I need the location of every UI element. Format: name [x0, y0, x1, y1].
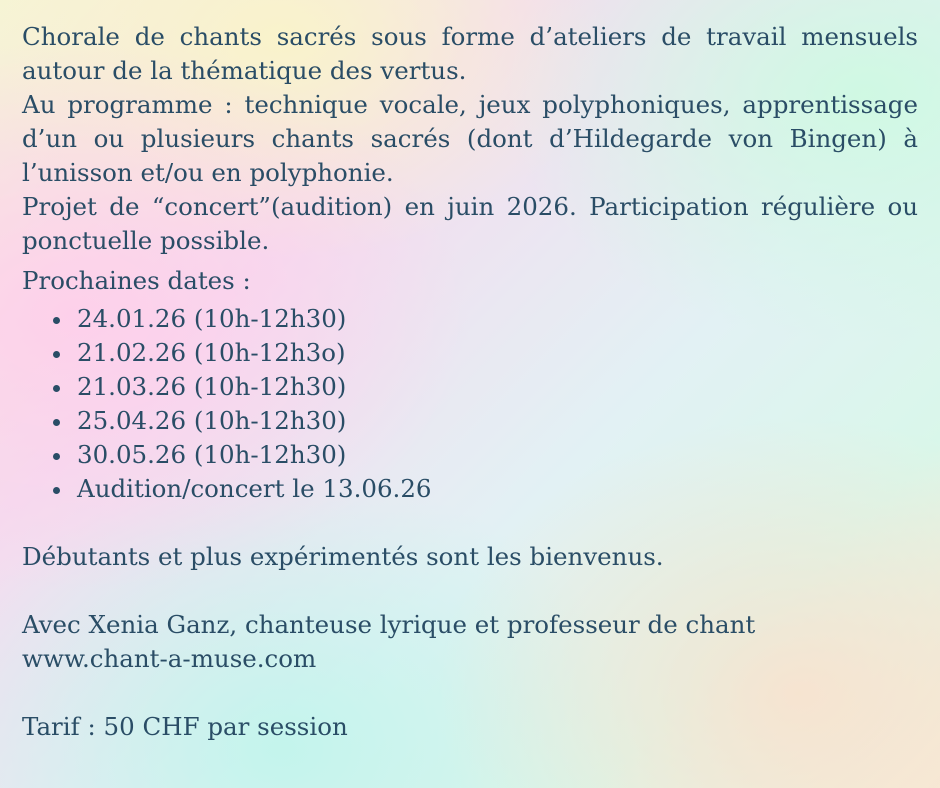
date-text: 21.03.26 (10h-12h30)	[77, 372, 347, 401]
date-list	[22, 302, 918, 506]
list-item	[22, 438, 918, 472]
bullet-icon	[53, 317, 60, 324]
bullet-icon	[53, 487, 60, 494]
spacer	[22, 676, 918, 710]
website-link[interactable]: www.chant-a-muse.com	[22, 644, 317, 673]
teacher-line: Avec Xenia Ganz, chanteuse lyrique et professeur de chant	[22, 610, 756, 639]
spacer	[22, 506, 918, 540]
bullet-icon	[53, 419, 60, 426]
event-description	[22, 20, 918, 744]
list-item	[22, 370, 918, 404]
spacer	[22, 574, 918, 608]
intro-paragraph-3: Projet de “concert”(audition) en juin 2026. Participation régulière ou ponctuelle possible.	[22, 192, 918, 255]
date-text: 21.02.26 (10h-12h3o)	[77, 338, 346, 367]
price-text: Tarif : 50 CHF par session	[22, 712, 348, 741]
list-item	[22, 472, 918, 506]
date-text: Audition/concert le 13.06.26	[77, 474, 432, 503]
bullet-icon	[53, 453, 60, 460]
bullet-icon	[53, 351, 60, 358]
welcome-text: Débutants et plus expérimentés sont les bienvenus.	[22, 542, 664, 571]
list-item	[22, 302, 918, 336]
list-item	[22, 336, 918, 370]
intro-paragraph-2: Au programme : technique vocale, jeux polyphoniques, apprentissage d’un ou plusieurs chants sacrés (dont d’Hildegarde von Bingen) à l’unisson et/ou en polyphonie.	[22, 90, 918, 187]
date-text: 30.05.26 (10h-12h30)	[77, 440, 347, 469]
date-text: 25.04.26 (10h-12h30)	[77, 406, 347, 435]
intro-paragraph-1: Chorale de chants sacrés sous forme d’ateliers de travail mensuels autour de la thématique des vertus.	[22, 22, 918, 85]
list-item	[22, 404, 918, 438]
bullet-icon	[53, 385, 60, 392]
date-text: 24.01.26 (10h-12h30)	[77, 304, 347, 333]
dates-title: Prochaines dates :	[22, 266, 251, 295]
